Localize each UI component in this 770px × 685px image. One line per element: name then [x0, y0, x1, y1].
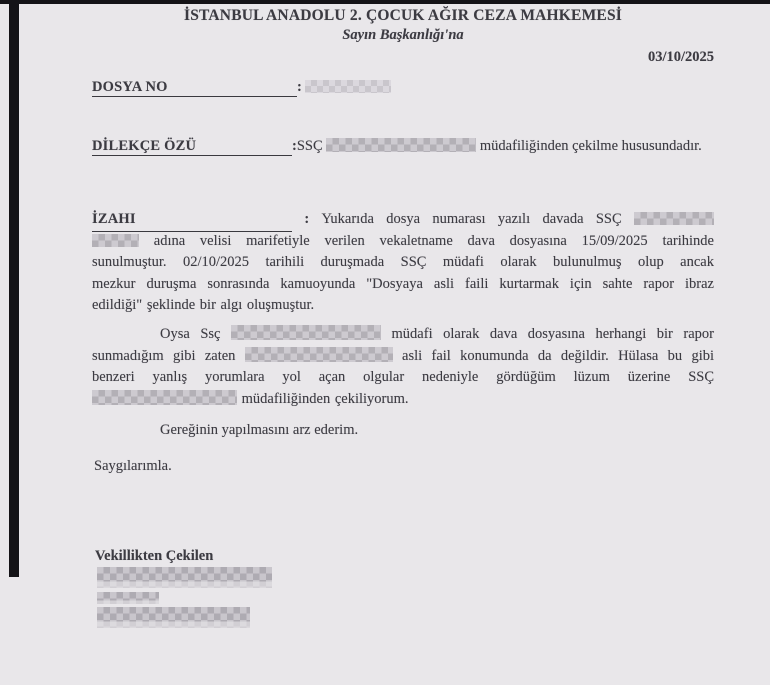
field-dosya-no — [92, 79, 391, 97]
field-label: İZAHI — [92, 209, 292, 232]
field-dilekce-ozu — [92, 138, 702, 156]
redacted-text — [245, 347, 393, 362]
redacted-text — [305, 80, 391, 93]
paragraph-withdrawal — [92, 324, 714, 410]
text-segment: : — [292, 138, 297, 154]
text-segment: sunmadığım gibi zaten — [92, 347, 245, 364]
redacted-text — [92, 390, 237, 405]
document-date: 03/10/2025 — [647, 49, 714, 65]
field-label: DİLEKÇE ÖZÜ — [92, 138, 292, 156]
text-segment: edildiği" şeklinde bir algı oluşmuştur. — [92, 297, 315, 313]
text-segment: : — [292, 211, 322, 227]
signature-title: Vekillikten Çekilen — [95, 548, 214, 564]
redacted-text — [634, 212, 714, 225]
redacted-text — [326, 138, 476, 152]
redacted-signature-line — [97, 607, 250, 628]
redacted-signature-line — [97, 592, 159, 604]
scan-edge-left — [9, 0, 19, 577]
text-segment: müdafiliğinden çekiliyorum. — [237, 390, 409, 407]
text-line — [92, 209, 714, 231]
text-segment: mezkur duruşma sonrasında kamuoyunda "Dosyaya asli faili kurtarmak için sahte rapor ibraz — [92, 275, 714, 292]
text-segment: Oysa Ssç — [160, 326, 231, 342]
text-segment: SSÇ — [296, 138, 327, 154]
text-segment: asli fail konumunda da değildir. Hülasa bu gibi — [392, 347, 715, 364]
scan-edge-top — [0, 0, 770, 4]
text-line — [92, 274, 714, 296]
regards: Saygılarımla. — [94, 458, 172, 474]
court-name: İSTANBUL ANADOLU 2. ÇOCUK AĞIR CEZA MAHKEMESİ — [183, 7, 623, 24]
text-segment: adına velisi marifetiyle verilen vekaletname dava dosyasına 15/09/2025 tarihinde — [139, 232, 714, 249]
text-segment: benzeri yanlış yorumlara yol açan olgular nedeniyle gördüğüm lüzum üzerine SSÇ — [92, 369, 714, 385]
text-line — [92, 324, 714, 346]
text-line — [92, 231, 714, 253]
text-segment: Yukarıda dosya numarası yazılı davada SSÇ — [321, 211, 634, 227]
text-line — [92, 389, 714, 411]
text-segment: sunulmuştur. 02/10/2025 tarihili duruşmada SSÇ müdafi olarak bulunulmuş olup ancak — [92, 254, 714, 270]
redacted-signature-line — [97, 567, 272, 588]
salutation: Sayın Başkanlığı'na — [342, 27, 464, 43]
redacted-text — [231, 325, 381, 340]
text-segment: müdafiliğinden çekilme hususundadır. — [476, 138, 702, 154]
closing-request: Gereğinin yapılmasını arz ederim. — [160, 422, 359, 438]
field-label: DOSYA NO — [92, 79, 297, 97]
text-line — [92, 295, 714, 317]
text-line — [92, 346, 714, 368]
text-line — [92, 252, 714, 274]
paragraph-izahi — [92, 209, 714, 317]
text-line — [92, 367, 714, 389]
text-segment: : — [297, 79, 306, 95]
text-segment: müdafi olarak dava dosyasına herhangi bir rapor — [381, 326, 714, 342]
redacted-text — [92, 234, 139, 247]
